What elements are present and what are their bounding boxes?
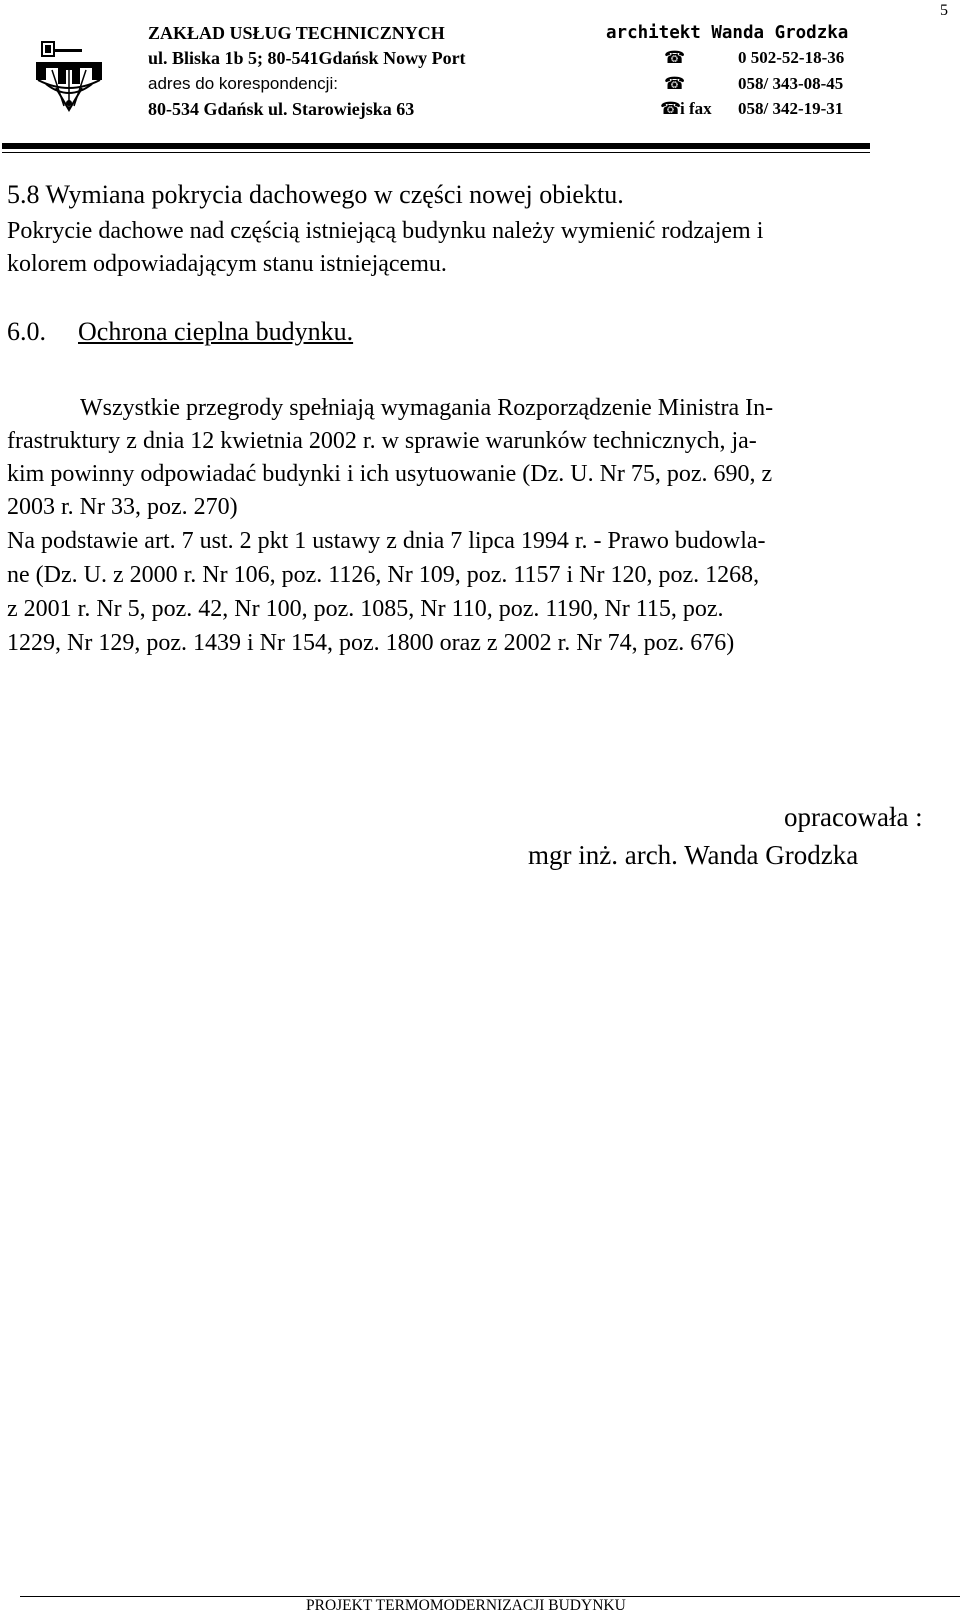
paragraph-line: Na podstawie art. 7 ust. 2 pkt 1 ustawy z dnia 7 lipca 1994 r. - Prawo budowla- bbox=[7, 528, 766, 554]
architect-name: architekt Wanda Grodzka bbox=[606, 23, 849, 43]
company-name: ZAKŁAD USŁUG TECHNICZNYCH bbox=[148, 23, 445, 43]
section-5-8-title: 5.8 Wymiana pokrycia dachowego w części nowej obiektu. bbox=[7, 180, 624, 209]
header-divider-thin bbox=[2, 152, 870, 153]
footer-title: PROJEKT TERMOMODERNIZACJI BUDYNKU bbox=[306, 1597, 626, 1614]
phone-mobile: 0 502-52-18-36 bbox=[738, 48, 845, 67]
section-5-8-line: Pokrycie dachowe nad częścią istniejącą budynku należy wymienić rodzajem i bbox=[7, 218, 764, 244]
company-logo bbox=[34, 40, 104, 112]
fax-number: 058/ 342-19-31 bbox=[738, 99, 844, 118]
paragraph-line: Wszystkie przegrody spełniają wymagania Rozporządzenie Ministra In- bbox=[80, 395, 774, 421]
signature-label: opracowała : bbox=[784, 802, 923, 832]
page-number: 5 bbox=[940, 2, 948, 19]
paragraph-line: 1229, Nr 129, poz. 1439 i Nr 154, poz. 1800 oraz z 2002 r. Nr 74, poz. 676) bbox=[7, 630, 735, 656]
paragraph-line: frastruktury z dnia 12 kwietnia 2002 r. w sprawie warunków technicznych, ja- bbox=[7, 428, 757, 454]
telephone-icon: ☎ bbox=[660, 99, 682, 118]
section-6-0-title: Ochrona cieplna budynku. bbox=[78, 317, 354, 346]
section-5-8-line: kolorem odpowiadającym stanu istniejącemu. bbox=[7, 251, 447, 277]
company-address: ul. Bliska 1b 5; 80-541Gdańsk Nowy Port bbox=[148, 48, 466, 68]
telephone-icon: ☎ bbox=[664, 74, 686, 93]
header-divider bbox=[2, 143, 870, 149]
paragraph-line: kim powinny odpowiadać budynki i ich usytuowanie (Dz. U. Nr 75, poz. 690, z bbox=[7, 461, 773, 487]
paragraph-line: 2003 r. Nr 33, poz. 270) bbox=[7, 494, 238, 520]
paragraph-line: ne (Dz. U. z 2000 r. Nr 106, poz. 1126, Nr 109, poz. 1157 i Nr 120, poz. 1268, bbox=[7, 562, 760, 588]
section-6-0-number: 6.0. bbox=[7, 317, 46, 346]
correspondence-address: 80-534 Gdańsk ul. Starowiejska 63 bbox=[148, 99, 415, 119]
correspondence-label: adres do korespondencji: bbox=[148, 74, 338, 93]
phone-landline: 058/ 343-08-45 bbox=[738, 74, 844, 93]
signature-name: mgr inż. arch. Wanda Grodzka bbox=[528, 840, 859, 870]
telephone-icon: ☎ bbox=[664, 48, 686, 67]
fax-label: i fax bbox=[680, 99, 712, 118]
paragraph-line: z 2001 r. Nr 5, poz. 42, Nr 100, poz. 1085, Nr 110, poz. 1190, Nr 115, poz. bbox=[7, 596, 724, 622]
